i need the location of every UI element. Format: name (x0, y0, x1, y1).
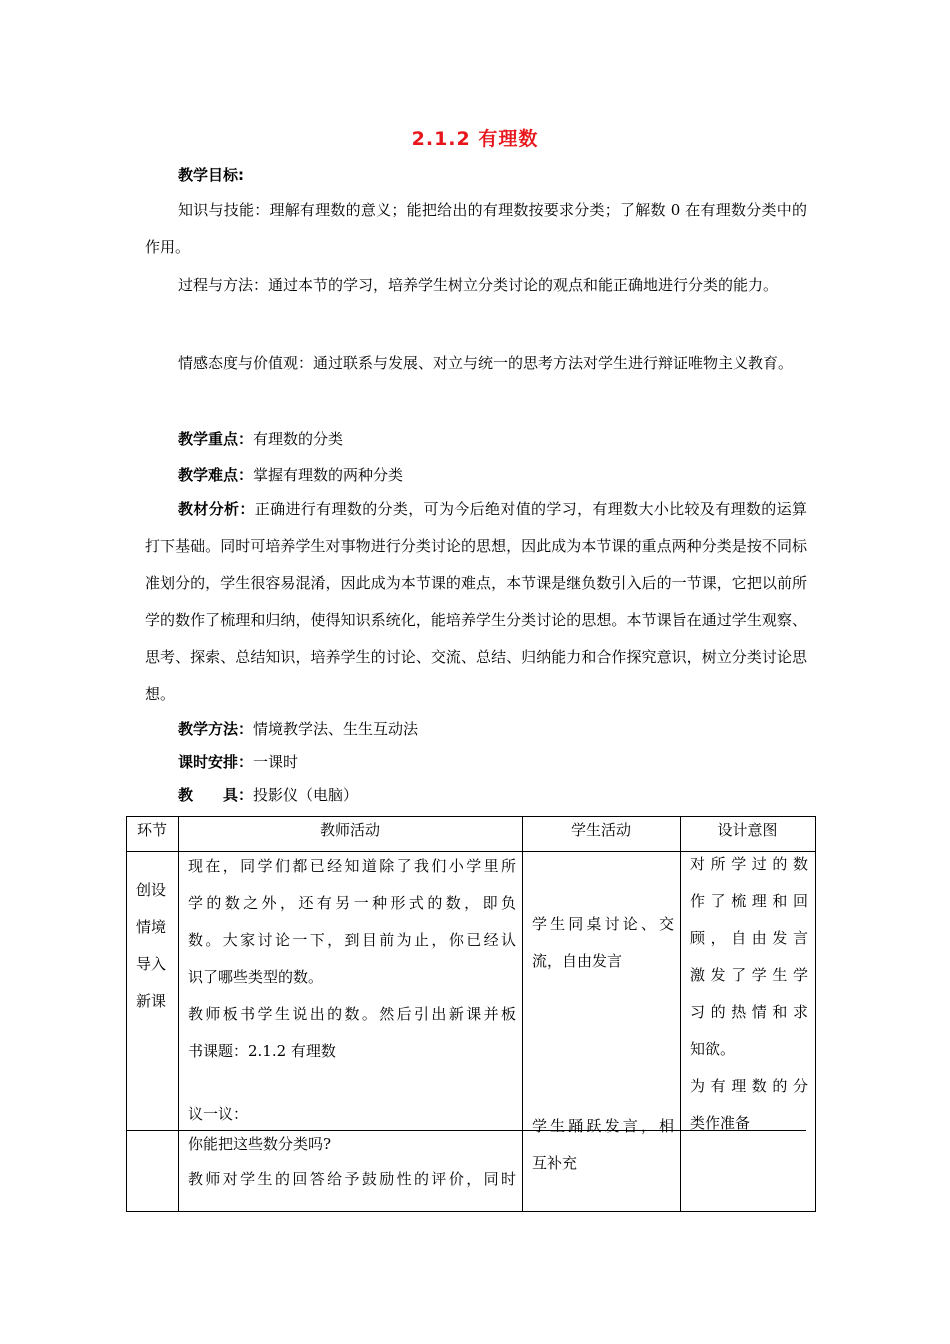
key-point-label: 教学重点： (178, 430, 254, 448)
analysis-value: 正确进行有理数的分类，可为今后绝对值的学习，有理数大小比较及有理数的运算打下基础。同时可培养学生对事物进行分类讨论的思想，因此成为本节课的重点两种分类是按不同标准划分的，学生很容易混淆，因此成为本节课的难点，本节课是继负数引入后的一节课，它把以前所学的数作了梳理和归纳，使得知识系统化，能培养学生分类讨论的思想。本节课旨在通过学生观察、思考、探索、总结知识，培养学生的讨论、交流、总结、归纳能力和合作探究意识，树立分类讨论思想。 (145, 500, 807, 703)
header-student-activity: 学生活动 (570, 821, 631, 839)
header-teacher-activity: 教师活动 (319, 821, 380, 839)
method-value: 情境教学法、生生互动法 (253, 720, 419, 738)
design-line: 对所学过的数 (690, 855, 808, 873)
schedule-label: 课时安排： (178, 753, 254, 771)
design-line: 类作准备 (690, 1114, 751, 1132)
table-col-divider-1 (178, 816, 179, 1212)
design-intent-cell (690, 846, 808, 1142)
header-design-intent: 设计意图 (717, 821, 778, 839)
header-stage: 环节 (136, 821, 167, 839)
analysis-paragraph (145, 491, 807, 713)
design-line: 习的热情和求 (690, 1003, 808, 1021)
teacher-discuss: 议一议： (188, 1105, 249, 1123)
design-line: 顾，自由发言 (690, 929, 808, 947)
stage-line: 新课 (136, 992, 167, 1010)
student-activity-cell (532, 906, 674, 980)
student-line: 学生踊跃发言，相 (532, 1117, 674, 1135)
table-border-top (126, 816, 816, 817)
student-line: 学生同桌讨论、交 (532, 915, 674, 933)
method-line (145, 711, 807, 748)
design-line: 作了梳理和回 (690, 892, 808, 910)
teacher-activity-cell (188, 848, 516, 1070)
student-activity-cell-2 (532, 1108, 674, 1182)
difficulty-value: 掌握有理数的两种分类 (253, 466, 404, 484)
knowledge-paragraph: 知识与技能：理解有理数的意义；能把给出的有理数按要求分类；了解数 0 在有理数分类中的作用。 (145, 201, 807, 256)
schedule-value: 一课时 (253, 753, 299, 771)
lesson-table (126, 816, 816, 1212)
design-line: 为有理数的分 (690, 1077, 808, 1095)
table-border-bottom (126, 1211, 816, 1212)
teacher-line: 识了哪些类型的数。 (188, 968, 324, 986)
emotion-paragraph: 情感态度与价值观：通过联系与发展、对立与统一的思考方法对学生进行辩证唯物主义教育。 (178, 354, 794, 372)
tools-value: 投影仪（电脑） (253, 786, 359, 804)
schedule-line (145, 744, 807, 781)
table-col-divider-3 (680, 816, 681, 1212)
teacher-line: 学的数之外，还有另一种形式的数，即负 (188, 894, 516, 912)
table-col-divider-2 (522, 816, 523, 1212)
teacher-line: 书课题：2.1.2 有理数 (188, 1042, 336, 1060)
design-line: 激发了学生学 (690, 966, 808, 984)
table-border-right (815, 816, 816, 1212)
student-line: 互补充 (532, 1154, 578, 1172)
student-line: 流，自由发言 (532, 952, 623, 970)
teacher-evaluation: 教师对学生的回答给予鼓励性的评价，同时 (188, 1170, 516, 1188)
page-title: 2.1.2 有理数 (411, 128, 539, 150)
objectives-label: 教学目标: (178, 166, 244, 184)
difficulty-line (145, 457, 807, 494)
method-label: 教学方法： (178, 720, 254, 738)
teacher-line: 现在，同学们都已经知道除了我们小学里所 (188, 857, 516, 875)
design-line: 知欲。 (690, 1040, 736, 1058)
process-paragraph: 过程与方法：通过本节的学习，培养学生树立分类讨论的观点和能正确地进行分类的能力。 (178, 276, 779, 294)
key-point-value: 有理数的分类 (253, 430, 344, 448)
teacher-line: 教师板书学生说出的数。然后引出新课并板 (188, 1005, 516, 1023)
stage-line: 情境 (136, 918, 167, 936)
tools-line (145, 777, 807, 814)
stage-line: 导入 (136, 955, 167, 973)
teacher-question: 你能把这些数分类吗? (188, 1135, 332, 1153)
objectives-heading (145, 157, 807, 194)
stage-cell (136, 872, 172, 1020)
difficulty-label: 教学难点： (178, 466, 254, 484)
teacher-line: 数。大家讨论一下，到目前为止，你已经认 (188, 931, 516, 949)
table-border-left (126, 816, 127, 1212)
stage-line: 创设 (136, 881, 167, 899)
tools-label: 教 具： (178, 786, 254, 804)
key-point-line (145, 421, 807, 458)
analysis-label: 教材分析： (178, 500, 255, 518)
